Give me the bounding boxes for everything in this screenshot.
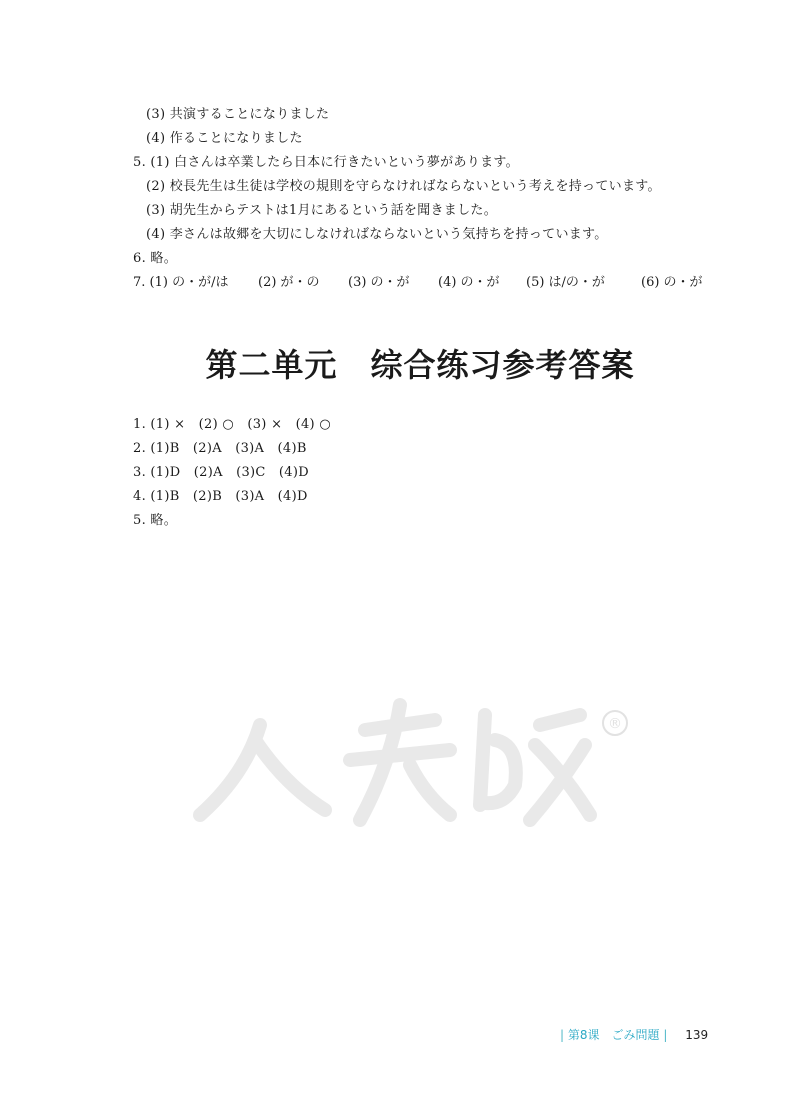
page-footer xyxy=(560,1026,708,1044)
answer-line: 1. (1) × (2) ○ (3) × (4) ○ xyxy=(133,417,331,432)
footer-divider: | xyxy=(560,1028,565,1042)
answer-item: 7. (1) の・が/は xyxy=(133,275,229,290)
answer-line: 6. 略。 xyxy=(133,251,178,266)
page-number: 139 xyxy=(685,1028,709,1042)
answer-line: (3) 共演することになりました xyxy=(146,107,330,122)
answer-line: (4) 李さんは故郷を大切にしなければならないという気持ちを持っています。 xyxy=(146,227,608,242)
answer-item: (4) の・が xyxy=(438,275,500,290)
answer-item: (3) の・が xyxy=(348,275,410,290)
answer-item: (5) は/の・が xyxy=(526,275,605,290)
answer-line: (4) 作ることになりました xyxy=(146,131,303,146)
answer-line: 5. 略。 xyxy=(133,513,178,528)
answer-line: 2. (1)B (2)A (3)A (4)B xyxy=(133,441,307,456)
registered-mark: ® xyxy=(608,716,622,732)
lesson-label: 第8课 ごみ問題 xyxy=(567,1028,660,1042)
answer-line: 3. (1)D (2)A (3)C (4)D xyxy=(133,465,309,480)
answer-line: 4. (1)B (2)B (3)A (4)D xyxy=(133,489,308,504)
answer-line: 5. (1) 白さんは卒業したら日本に行きたいという夢があります。 xyxy=(133,155,519,170)
answer-item: (6) の・が xyxy=(641,275,703,290)
page-title: 第二单元 综合练习参考答案 xyxy=(205,346,635,384)
footer-divider: | xyxy=(663,1028,668,1042)
answer-item: (2) が・の xyxy=(258,275,320,290)
answer-line: (2) 校長先生は生徒は学校の規則を守らなければならないという考えを持っています。 xyxy=(146,179,661,194)
publisher-watermark xyxy=(175,685,635,835)
answer-line: (3) 胡先生からテストは1月にあるという話を聞きました。 xyxy=(146,203,497,218)
